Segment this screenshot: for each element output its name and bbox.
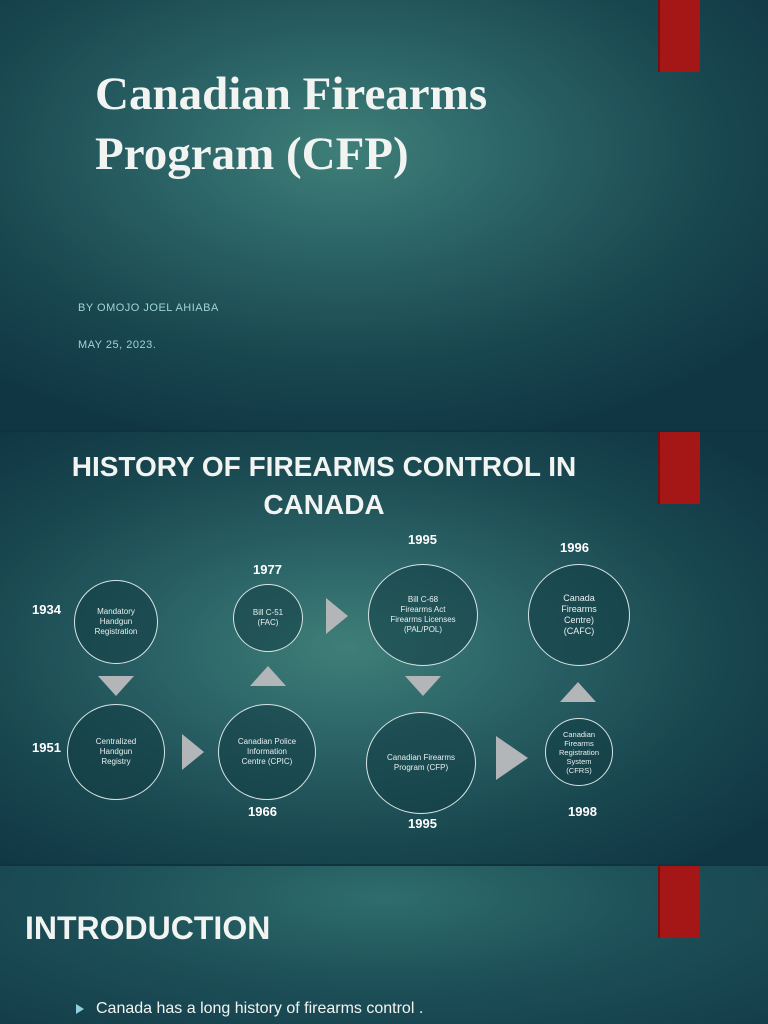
node-text: Centralized (95, 737, 137, 746)
red-accent-tab (658, 432, 700, 504)
timeline-node-1996 (528, 564, 630, 666)
title-line-2: Program (CFP) (95, 128, 409, 180)
title-line-2: CANADA (263, 489, 385, 520)
node-text: Bill C-68 (407, 595, 439, 604)
bullet-text: Canada has a long history of firearms control . (96, 1000, 424, 1017)
timeline-year: 1977 (253, 562, 282, 577)
timeline-node-1998 (545, 718, 613, 786)
author-line: BY OMOJO JOEL AHIABA (78, 302, 219, 314)
node-text: Firearms (564, 738, 594, 748)
triangle-bullet-icon (76, 1004, 84, 1014)
node-text: (PAL/POL) (403, 625, 443, 634)
introduction-slide (0, 866, 768, 1024)
node-text: Bill C-51 (252, 608, 284, 617)
arrow-right-icon (496, 736, 528, 780)
date-line: MAY 25, 2023. (78, 339, 157, 351)
node-text: Firearms Act (400, 605, 446, 614)
timeline-node-1934 (74, 580, 158, 664)
timeline-year: 1966 (248, 804, 277, 819)
slide-title: INTRODUCTION (25, 910, 271, 946)
timeline-node-1951 (67, 704, 165, 800)
node-text: (CFRS) (566, 765, 592, 775)
node-text: Handgun (99, 747, 133, 756)
node-text: Canadian (562, 729, 596, 739)
timeline-year: 1934 (32, 602, 61, 617)
node-text: Information (246, 747, 287, 756)
bullet-item (76, 1000, 423, 1018)
node-text: Centre (CPIC) (241, 757, 293, 766)
node-text: Mandatory (97, 607, 135, 616)
arrow-down-icon (98, 676, 134, 696)
node-text: Registry (101, 757, 131, 766)
node-text: Firearms (561, 604, 597, 614)
node-text: (CAFC) (563, 626, 595, 636)
red-accent-tab (658, 866, 700, 938)
title-line-1: HISTORY OF FIREARMS CONTROL IN (71, 451, 577, 482)
history-slide (0, 432, 768, 864)
title-line-1: Canadian Firearms (95, 68, 488, 120)
timeline-year: 1998 (568, 804, 597, 819)
node-text: Centre) (563, 615, 594, 625)
node-text: Canada (563, 593, 595, 603)
node-text: Firearms Licenses (390, 615, 456, 624)
slide-title (40, 448, 608, 524)
red-accent-tab (658, 0, 700, 72)
arrow-right-icon (182, 734, 204, 770)
node-text: Canadian Firearms (386, 753, 456, 762)
arrow-up-icon (560, 682, 596, 702)
node-text: Registration (558, 747, 600, 757)
title-slide (0, 0, 768, 430)
timeline-node-1977 (233, 584, 303, 652)
arrow-up-icon (250, 666, 286, 686)
timeline-year: 1996 (560, 540, 589, 555)
arrow-right-icon (326, 598, 348, 634)
node-text: System (566, 756, 592, 766)
node-text: Program (CFP) (393, 763, 449, 772)
timeline-year: 1995 (408, 816, 437, 831)
node-text: Canadian Police (237, 737, 297, 746)
timeline-node-1966 (218, 704, 316, 800)
node-text: (FAC) (257, 618, 279, 627)
node-text: Registration (94, 627, 138, 636)
timeline-node-1995-cfp (366, 712, 476, 814)
timeline-node-1995-bill (368, 564, 478, 666)
timeline-year: 1995 (408, 532, 437, 547)
arrow-down-icon (405, 676, 441, 696)
slide-title (95, 64, 615, 184)
timeline-year: 1951 (32, 740, 61, 755)
node-text: Handgun (99, 617, 133, 626)
